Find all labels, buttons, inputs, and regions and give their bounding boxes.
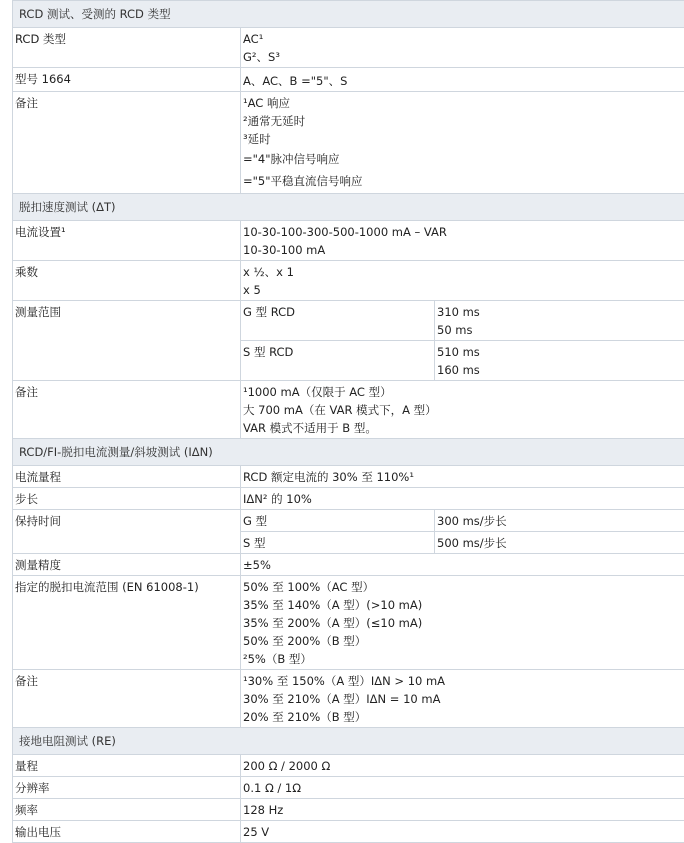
row-label: 频率 [13,799,241,821]
section-title: RCD 测试、受测的 RCD 类型 [13,1,684,28]
table-row [13,68,684,92]
row-label: 分辨率 [13,777,241,799]
row-label: 乘数 [13,261,241,301]
table-row [13,301,684,341]
row-label: 测量精度 [13,554,241,576]
table-row [13,92,684,194]
row-label: 电流量程 [13,466,241,488]
sub-value: 300 ms/步长 [435,510,684,532]
row-value: ±5% [241,554,684,576]
table-row [13,488,684,510]
table-row [13,554,684,576]
row-label: 测量范围 [13,301,241,381]
section-header-rcd-types [13,1,684,28]
row-label: RCD 类型 [13,28,241,68]
spec-table [12,0,684,843]
table-row [13,381,684,439]
row-value: 25 V [241,821,684,843]
section-header-trip-time [13,194,684,221]
sub-type: G 型 RCD [241,301,435,341]
row-label: 备注 [13,670,241,728]
row-value: x ½、x 1 x 5 [241,261,684,301]
row-label: 保持时间 [13,510,241,554]
table-row [13,799,684,821]
row-value: 128 Hz [241,799,684,821]
row-label: 型号 1664 [13,68,241,92]
row-label: 指定的脱扣电流范围 (EN 61008-1) [13,576,241,670]
table-row [13,261,684,301]
sub-value: 310 ms 50 ms [435,301,684,341]
table-row [13,576,684,670]
row-label: 步长 [13,488,241,510]
table-row [13,670,684,728]
table-row [13,821,684,843]
row-label: 输出电压 [13,821,241,843]
table-row [13,510,684,532]
sub-value: 500 ms/步长 [435,532,684,554]
row-value: RCD 额定电流的 30% 至 110%¹ [241,466,684,488]
row-value: AC¹ G²、S³ [241,28,684,68]
row-label: 电流设置¹ [13,221,241,261]
table-row [13,466,684,488]
row-label: 量程 [13,755,241,777]
row-value: 50% 至 100%（AC 型） 35% 至 140%（A 型）(>10 mA) 35% 至 200%（A 型）(≤10 mA) 50% 至 200%（B 型） ²5%（B 型） [241,576,684,670]
sub-value: 510 ms 160 ms [435,341,684,381]
table-row [13,28,684,68]
row-value: 200 Ω / 2000 Ω [241,755,684,777]
section-header-earth-resistance [13,728,684,755]
row-value: ¹AC 响应 ²通常无延时 ³延时 ="4"脉冲信号响应 ="5"平稳直流信号响应 [241,92,684,194]
row-value: IΔN² 的 10% [241,488,684,510]
row-label: 备注 [13,381,241,439]
sub-type: S 型 RCD [241,341,435,381]
table-row [13,221,684,261]
row-value: ¹30% 至 150%（A 型）IΔN > 10 mA 30% 至 210%（A 型）IΔN = 10 mA 20% 至 210%（B 型） [241,670,684,728]
section-title: RCD/FI-脱扣电流测量/斜坡测试 (IΔN) [13,439,684,466]
sub-type: S 型 [241,532,435,554]
table-row [13,755,684,777]
section-header-ramp-test [13,439,684,466]
row-value: ¹1000 mA（仅限于 AC 型） 大 700 mA（在 VAR 模式下，A 型） VAR 模式不适用于 B 型。 [241,381,684,439]
section-title: 脱扣速度测试 (ΔT) [13,194,684,221]
row-label: 备注 [13,92,241,194]
row-value: 10-30-100-300-500-1000 mA – VAR 10-30-100 mA [241,221,684,261]
row-value: 0.1 Ω / 1Ω [241,777,684,799]
row-value: A、AC、B ="5"、S [241,68,684,92]
section-title: 接地电阻测试 (RE) [13,728,684,755]
sub-type: G 型 [241,510,435,532]
